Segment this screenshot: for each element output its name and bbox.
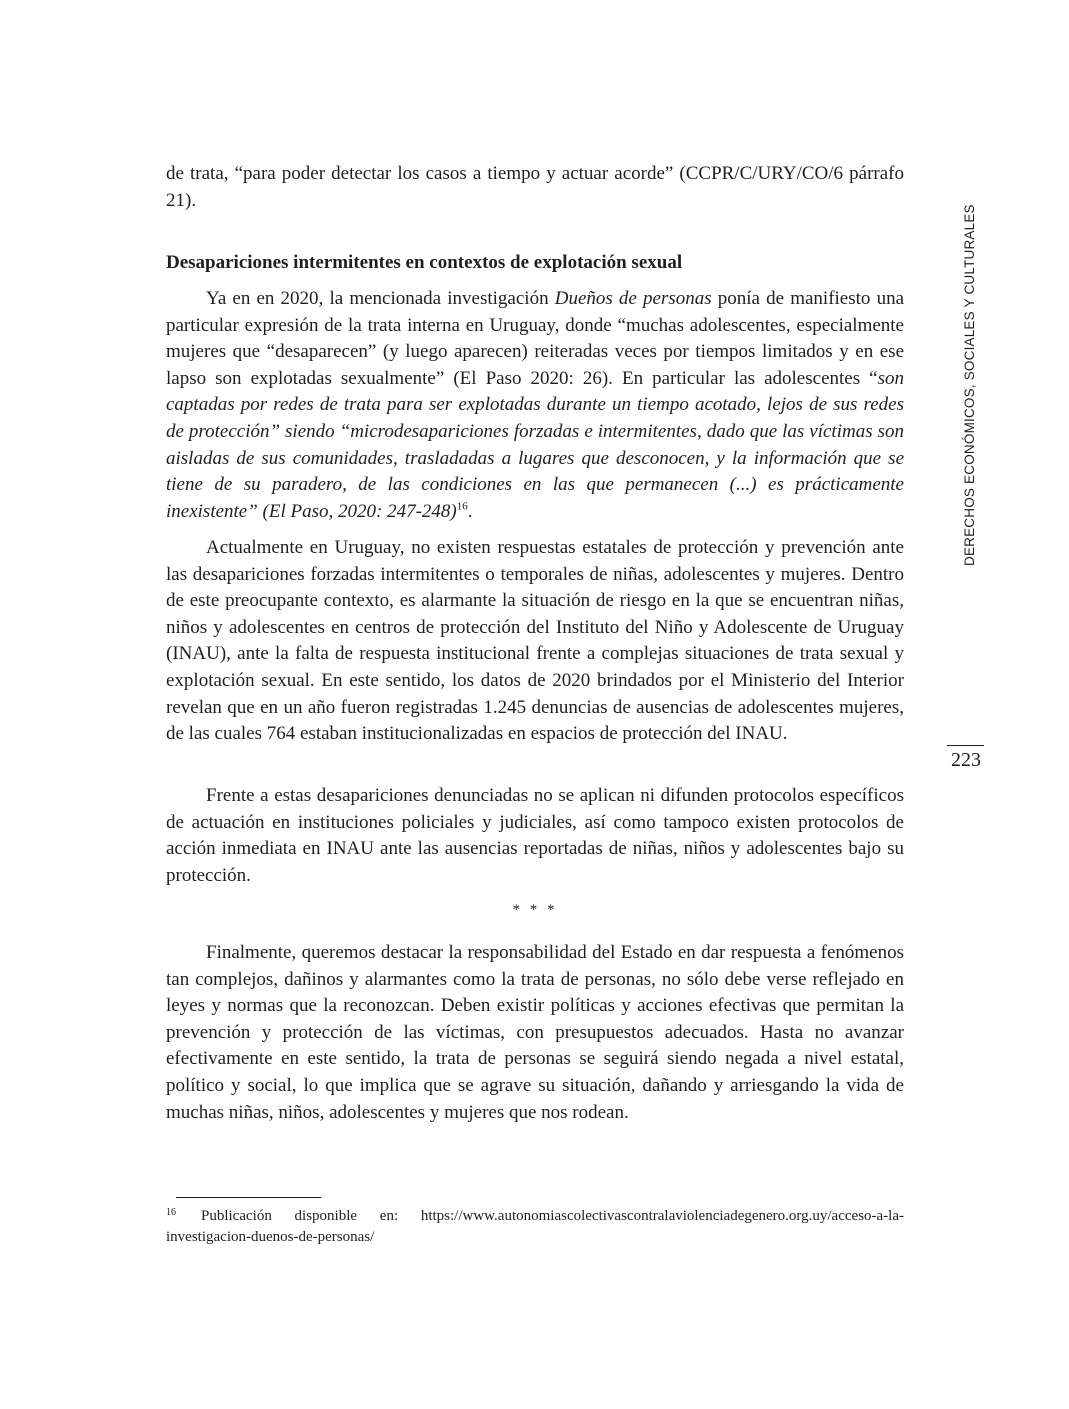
paragraph-1 xyxy=(166,286,904,525)
paragraph-1-end: . xyxy=(467,500,473,522)
paragraph-3: Frente a estas desapariciones denunciadas no se aplican ni difunden protocolos específicos de actuación en instituciones policiales y judiciales, así como tampoco existen protocolos de acción inmediata en INAU ante las ausencias reportadas de niñas, niños y adolescentes bajo su protección. xyxy=(166,785,904,886)
side-section-label: DERECHOS ECONÓMICOS, SOCIALES Y CULTURALES xyxy=(962,204,977,566)
footnote-divider xyxy=(176,1197,321,1198)
quoted-text: son captadas por redes de trata para ser explotadas durante un tiempo acotado, lejos de sus redes de protección” siendo “microdesapariciones forzadas e intermitentes, dado que las víctimas son aisladas de sus comunidades, trasladadas a lugares que desconocen, y la información que se tiene de su paradero, de las condiciones en las que permanecen (...) es prácticamente inexistente” (El Paso, 2020: 247-248) xyxy=(166,367,904,522)
footnote xyxy=(166,1206,904,1248)
paragraph-2: Actualmente en Uruguay, no existen respuestas estatales de protección y prevención ante las desapariciones forzadas intermitentes o temporales de niñas, adolescentes y mujeres. Dentro de este preocupante contexto, es alarmante la situación de riesgo en la que se encuentran niñas, niños y adolescentes en centros de protección del Instituto del Niño y Adolescente de Uruguay (INAU), ante la falta de respuesta institucional frente a complejas situaciones de trata sexual y explotación sexual. En este sentido, los datos de 2020 brindados por el Ministerio del Interior revelan que en un año fueron registradas 1.245 denuncias de ausencias de adolescentes mujeres, de las cuales 764 estaban institucionalizadas en espacios de protección del INAU. xyxy=(166,537,904,745)
footnote-text[interactable]: Publicación disponible en: https://www.autonomiascolectivascontralaviolenciadegenero.org.uy/acceso-a-la-investigacion-duenos-de-personas/ xyxy=(166,1208,904,1245)
footnote-reference[interactable]: 16 xyxy=(456,500,468,513)
continuation-paragraph: de trata, “para poder detectar los casos a tiempo y actuar acorde” (CCPR/C/URY/CO/6 párrafo 21). xyxy=(166,163,904,211)
footnote-number: 16 xyxy=(166,1207,176,1218)
section-heading: Desapariciones intermitentes en contextos de explotación sexual xyxy=(166,252,683,273)
paragraph-1-intro: Ya en en 2020, la mencionada investigación xyxy=(206,288,555,309)
section-separator: * * * xyxy=(512,902,558,918)
paragraph-1-text: ponía de manifiesto una particular expresión de la trata interna en Uruguay, donde “muchas adolescentes, especialmente mujeres que “desaparecen” (y luego aparecen) reiteradas veces por tiempos limitados y en ese lapso son explotadas sexualmente” (El Paso 2020: 26). En particular las adolescentes “ xyxy=(166,288,904,389)
page-number-rule xyxy=(947,745,984,746)
work-title: Dueños de personas xyxy=(554,288,712,309)
page-number: 223 xyxy=(951,749,981,771)
paragraph-4: Finalmente, queremos destacar la responsabilidad del Estado en dar respuesta a fenómenos tan complejos, dañinos y alarmantes como la trata de personas, no sólo debe verse reflejado en leyes y normas que la reconozcan. Deben existir políticas y acciones efectivas que permitan la prevención y protección de las víctimas, con presupuestos adecuados. Hasta no avanzar efectivamente en este sentido, la trata de personas se seguirá siendo negada a nivel estatal, político y social, lo que implica que se agrave su situación, dañando y arriesgando la vida de muchas niñas, niños, adolescentes y mujeres que nos rodean. xyxy=(166,942,904,1123)
